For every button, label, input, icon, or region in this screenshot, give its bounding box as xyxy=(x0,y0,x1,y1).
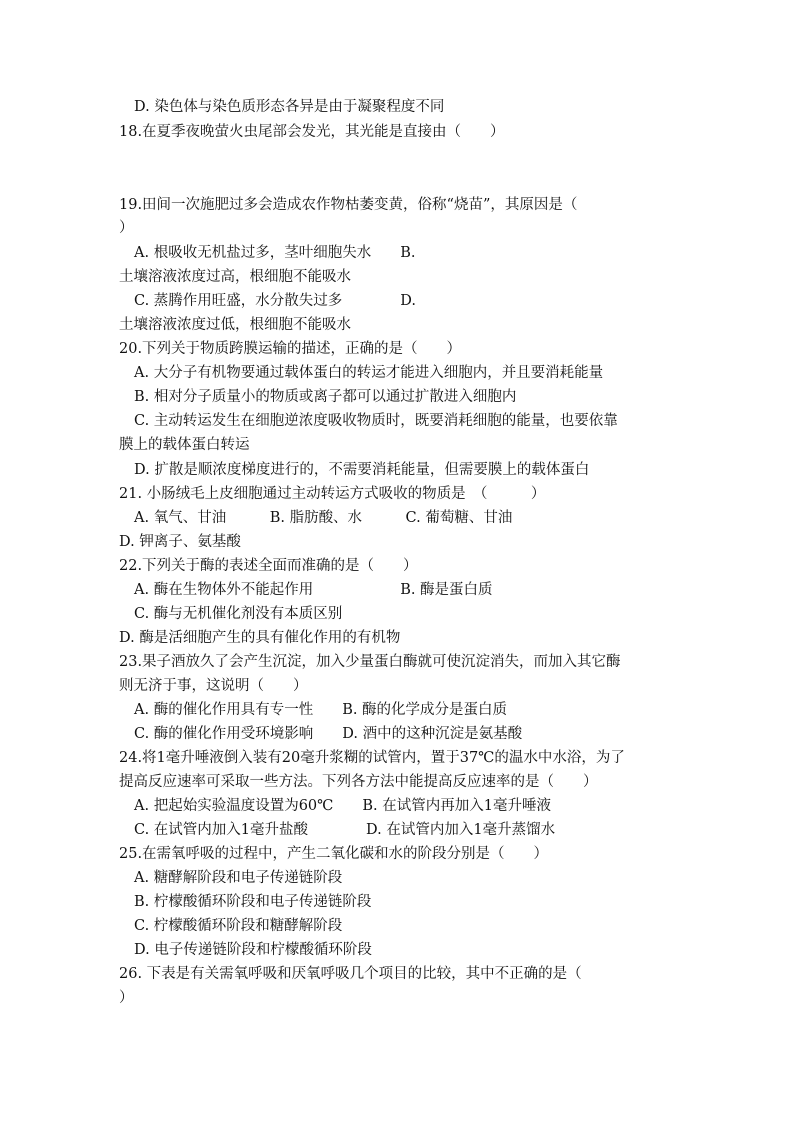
q19-stem-cont: ） xyxy=(119,220,134,236)
q26-stem-cont: ） xyxy=(119,990,134,1006)
q24-stem: 24.将1毫升唾液倒入装有20毫升浆糊的试管内，置于37℃的温水中水浴，为了 xyxy=(119,750,625,766)
q24-options-ab: A. 把起始实验温度设置为60℃ B. 在试管内再加入1毫升唾液 xyxy=(134,798,551,814)
q24-stem-cont: 提高反应速率可采取一些方法。下列各方法中能提高反应速率的是（ ） xyxy=(119,774,598,790)
q25-option-b: B. 柠檬酸循环阶段和电子传递链阶段 xyxy=(134,894,372,910)
q22-option-c: C. 酶与无机催化剂没有本质区别 xyxy=(134,606,343,622)
q21-stem: 21. 小肠绒毛上皮细胞通过主动转运方式吸收的物质是 （ ） xyxy=(119,486,546,502)
q21-options-abc: A. 氧气、甘油 B. 脂肪酸、水 C. 葡萄糖、甘油 xyxy=(134,510,513,526)
q24-options-cd: C. 在试管内加入1毫升盐酸 D. 在试管内加入1毫升蒸馏水 xyxy=(134,822,556,838)
q20-stem: 20.下列关于物质跨膜运输的描述，正确的是（ ） xyxy=(119,341,462,357)
q20-option-c: C. 主动转运发生在细胞逆浓度吸收物质时，既要消耗细胞的能量，也要依靠 xyxy=(134,413,618,429)
q19-option-c: C. 蒸腾作用旺盛，水分散失过多 D. xyxy=(134,293,417,309)
q23-options-cd: C. 酶的催化作用受环境影响 D. 酒中的这种沉淀是氨基酸 xyxy=(134,726,523,742)
q20-option-c-cont: 膜上的载体蛋白转运 xyxy=(119,437,250,453)
q18-stem: 18.在夏季夜晚萤火虫尾部会发光，其光能是直接由（ ） xyxy=(119,124,505,140)
q20-option-b: B. 相对分子质量小的物质或离子都可以通过扩散进入细胞内 xyxy=(134,389,517,405)
q23-stem-cont: 则无济于事，这说明（ ） xyxy=(119,678,308,694)
q19-option-b: 土壤溶液浓度过高，根细胞不能吸水 xyxy=(119,269,351,285)
q19-stem: 19.田间一次施肥过多会造成农作物枯萎变黄，俗称“烧苗”，其原因是（ xyxy=(119,197,578,213)
q20-option-d: D. 扩散是顺浓度梯度进行的，不需要消耗能量，但需要膜上的载体蛋白 xyxy=(134,462,590,478)
q20-option-a: A. 大分子有机物要通过载体蛋白的转运才能进入细胞内，并且要消耗能量 xyxy=(134,365,604,381)
q19-option-a: A. 根吸收无机盐过多，茎叶细胞失水 B. xyxy=(134,245,416,261)
q22-options-ab: A. 酶在生物体外不能起作用 B. 酶是蛋白质 xyxy=(134,582,493,598)
q22-option-d: D. 酶是活细胞产生的具有催化作用的有机物 xyxy=(119,630,401,646)
q19-option-d: 土壤溶液浓度过低，根细胞不能吸水 xyxy=(119,317,351,333)
q25-option-c: C. 柠檬酸循环阶段和糖酵解阶段 xyxy=(134,918,343,934)
q23-options-ab: A. 酶的催化作用具有专一性 B. 酶的化学成分是蛋白质 xyxy=(134,702,508,718)
q25-stem: 25.在需氧呼吸的过程中，产生二氧化碳和水的阶段分别是（ ） xyxy=(119,846,549,862)
q26-stem: 26. 下表是有关需氧呼吸和厌氧呼吸几个项目的比较，其中不正确的是（ xyxy=(119,966,582,982)
q25-option-a: A. 糖酵解阶段和电子传递链阶段 xyxy=(134,870,343,886)
q23-stem: 23.果子酒放久了会产生沉淀，加入少量蛋白酶就可使沉淀消失，而加入其它酶 xyxy=(119,654,621,670)
q25-option-d: D. 电子传递链阶段和柠檬酸循环阶段 xyxy=(134,942,372,958)
q17-option-d: D. 染色体与染色质形态各异是由于凝聚程度不同 xyxy=(134,99,445,115)
q21-option-d: D. 钾离子、氨基酸 xyxy=(119,534,241,550)
q22-stem: 22.下列关于酶的表述全面而准确的是（ ） xyxy=(119,558,418,574)
